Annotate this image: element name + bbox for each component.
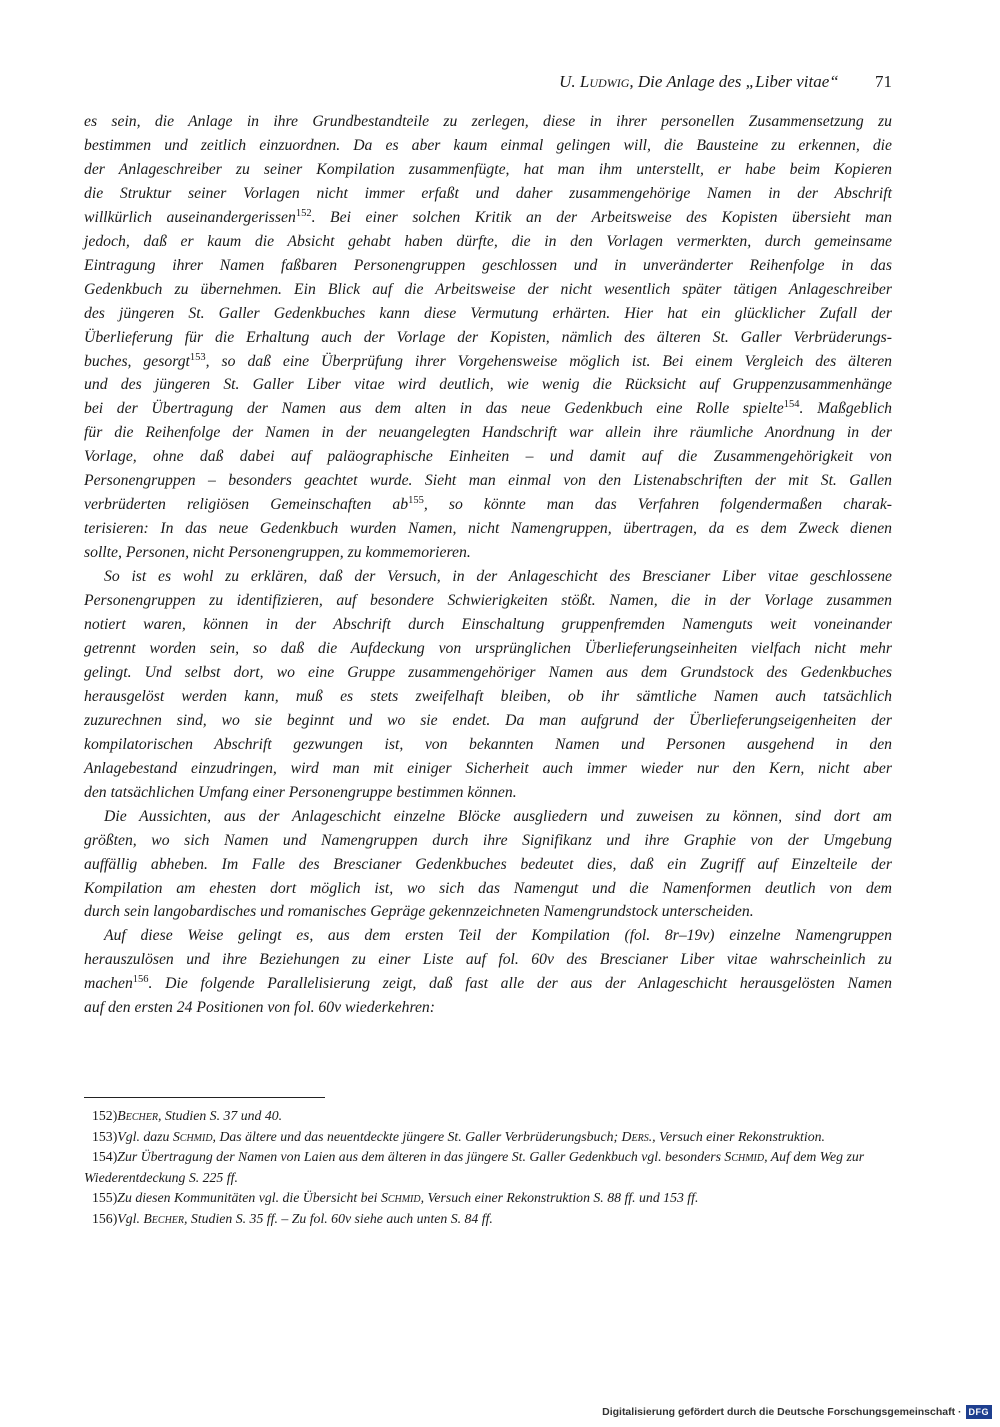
author-name: Ludwig bbox=[579, 72, 630, 91]
footnote-text: Vgl. bbox=[117, 1210, 144, 1226]
text-line: durch sein langobardisches und romanisches Gepräge gekennzeichneten Namengrundstock unterscheiden. bbox=[84, 903, 754, 921]
title-em: Liber vitae bbox=[755, 72, 830, 91]
text-line: jedoch, daß er kaum die Absicht gehabt haben dürfte, die in den Vorlagen vermerkten, durch gemeinsame bbox=[84, 232, 892, 250]
dfg-logo: DFG bbox=[966, 1405, 993, 1419]
text-line: bei der Übertragung der Namen aus dem alten in das neue Gedenkbuch eine Rolle spielte$^{154}$. Maßgeblich bbox=[84, 399, 893, 418]
cited-author: Becher bbox=[117, 1108, 158, 1123]
text-line: So ist es wohl zu erklären, daß der Versuch, in der Anlageschicht des Brescianer Liber vitae geschlossene bbox=[104, 568, 892, 586]
text-line: Die Aussichten, aus der Anlageschicht einzelne Blöcke ausgliedern und zuweisen zu können, sind dort am bbox=[104, 807, 892, 825]
text-line: notiert waren, können in der Abschrift durch Einschaltung gruppenfremden Namenguts weit voneinander bbox=[84, 616, 892, 634]
footnote-ref[interactable]: 153 bbox=[189, 351, 206, 363]
footnote-number: 153) bbox=[92, 1128, 118, 1144]
footnote-ref[interactable]: 155 bbox=[408, 495, 424, 507]
cited-author: Ders. bbox=[621, 1128, 653, 1144]
text-line: Eintragung ihrer Namen faßbaren Personengruppen geschlossen und in unveränderter Reihenfolge in das bbox=[84, 256, 892, 274]
text-line: größten, wo sich Namen und Namengruppen durch ihre Signifikanz und ihre Graphie von der Umgebung bbox=[84, 831, 892, 849]
text-line: kompilatorischen Abschrift gezwungen ist, von bekannten Namen und Personen ausgehend in den bbox=[84, 735, 892, 753]
footnote-number: 152) bbox=[92, 1108, 118, 1123]
text-line: herausgelöst werden kann, muß es stets zweifelhaft bleiben, ob ihr sämtliche Namen auch tatsächlich bbox=[84, 687, 892, 705]
text-line: Anlagebestand einzudringen, wird man mit einiger Sicherheit auch immer wieder nur den Kern, nicht aber bbox=[84, 759, 892, 777]
text-line: machen$^{156}$. Die folgende Parallelisierung zeigt, daß fast alle der aus der Anlageschicht herausgelösten Namen bbox=[84, 974, 892, 993]
text-line: Personengruppen – besonders geachtet wurde. Sieht man einmal von den Listenabschriften der mit St. Gallen bbox=[84, 472, 892, 490]
footnote bbox=[84, 1147, 892, 1188]
footnote-text: , Versuch einer Rekonstruktion S. 88 ff. und 153 ff. bbox=[420, 1190, 699, 1205]
author-initial: U. bbox=[559, 72, 580, 91]
footer-text: Digitalisierung gefördert durch die Deutsche Forschungsgemeinschaft · bbox=[602, 1406, 962, 1418]
paragraph bbox=[84, 805, 892, 925]
text-line: Überlieferung für die Erhaltung auch der Vorlage der Kopisten, nämlich des älteren St. Galler Verbrüderungs- bbox=[84, 328, 892, 346]
text-line: gelingt. Und selbst dort, wo eine Gruppe zusammengehöriger Namen aus dem Grundstock des Gedenkbuches bbox=[84, 663, 892, 681]
text-line: zuzurechnen sind, wo sie beginnt und wo sie endet. Da man aufgrund der Überlieferungseigenheiten der bbox=[84, 711, 892, 729]
footnote-text: , Studien S. 37 und 40. bbox=[157, 1108, 283, 1123]
text-line: und des jüngeren St. Galler Liber vitae wird deutlich, wie wenig die Rücksicht auf Gruppenzusammenhänge bbox=[84, 376, 892, 394]
paragraph bbox=[84, 924, 892, 1020]
cited-author: Becher bbox=[143, 1210, 185, 1226]
text-line: willkürlich auseinandergerissen$^{152}$. Bei einer solchen Kritik an der Arbeitsweise des Kopisten übersieht man bbox=[84, 207, 892, 226]
title-suffix: “ bbox=[829, 72, 839, 91]
body-text bbox=[84, 110, 892, 1020]
text-line: es sein, die Anlage in ihre Grundbestandteile zu zerlegen, diese in ihrer personellen Zusammensetzung zu bbox=[84, 113, 892, 130]
footnote bbox=[84, 1188, 892, 1209]
footnote-text: , Studien S. 35 ff. – Zu fol. 60v siehe auch unten S. 84 ff. bbox=[184, 1210, 493, 1226]
paragraph bbox=[84, 565, 892, 805]
text-line: verbrüderten religiösen Gemeinschaften $ab^{155}$, so könnte man das Verfahren folgendermaßen charak- bbox=[84, 495, 893, 514]
text-line: des jüngeren St. Galler Gedenkbuches kann diese Vermutung erhärten. Hier hat ein glücklicher Zufall der bbox=[84, 304, 892, 322]
cited-author: Schmid bbox=[172, 1128, 213, 1144]
text-line: auffällig abheben. Im Falle des Brescianer Gedenkbuches bedeutet dies, daß ein Zugriff auf Einzelteile der bbox=[84, 855, 892, 873]
text-line: buches, gesorgt$^{153}$, so daß eine Überprüfung ihrer Vorgehensweise möglich ist. Bei einem Vergleich des älteren bbox=[84, 351, 892, 370]
footnote bbox=[84, 1127, 892, 1148]
text-line: sollte, Personen, nicht Personengruppen, zu kommemorieren. bbox=[84, 544, 471, 562]
footnote-text: , Versuch einer Rekonstruktion. bbox=[652, 1128, 825, 1144]
text-line: getrennt worden sein, so daß die Aufdeckung von ursprünglichen Überlieferungseinheiten vielfach nicht mehr bbox=[84, 639, 892, 657]
footnote-number: 155) bbox=[92, 1190, 118, 1205]
title-prefix: , Die Anlage des „ bbox=[629, 72, 756, 91]
footnote-text: , Das ältere und das neuentdeckte jüngere St. Galler Verbrüderungsbuch; bbox=[212, 1128, 622, 1144]
footnote-text: Vgl. dazu bbox=[117, 1128, 173, 1144]
text-line: terisieren: In das neue Gedenkbuch wurden Namen, nicht Namengruppen, übertragen, da es dem Zweck dienen bbox=[84, 520, 892, 538]
footnote-ref[interactable]: 154 bbox=[783, 399, 800, 411]
paragraph bbox=[84, 110, 892, 565]
footnote-ref[interactable]: 152 bbox=[295, 207, 312, 219]
text-line: Auf diese Weise gelingt es, aus dem ersten Teil der Kompilation (fol. 8r–19v) einzelne Namengruppen bbox=[104, 927, 892, 945]
text-line: die Struktur seiner Vorlagen nicht immer erfaßt und daher zusammengehörige Namen in der Abschrift bbox=[84, 184, 892, 202]
text-line: Personengruppen zu identifizieren, auf besondere Schwierigkeiten stößt. Namen, die in der Vorlage zusammen bbox=[84, 592, 892, 610]
text-line: herauszulösen und ihre Beziehungen zu einer Liste auf fol. 60v des Brescianer Liber vitae wahrscheinlich zu bbox=[84, 951, 892, 969]
footnotes bbox=[84, 1106, 892, 1229]
text-line: für die Reihenfolge der Namen in der neuangelegten Handschrift war allein ihre räumliche Anordnung in der bbox=[84, 424, 892, 442]
text-line: Kompilation am ehesten dort möglich ist, wo sich das Namengut und die Namenformen deutlich von dem bbox=[84, 879, 892, 897]
cited-author: Schmid bbox=[380, 1190, 421, 1205]
footnote-text: , Auf dem Weg zur Wiederentdeckung S. 225 ff. bbox=[84, 1149, 865, 1185]
text-line: bestimmen und zeitlich einzuordnen. Da es aber kaum einmal gelingen will, die Bausteine zu erkennen, die bbox=[84, 136, 892, 154]
footnote-ref[interactable]: 156 bbox=[132, 974, 149, 986]
footnote-text: Zu diesen Kommunitäten vgl. die Übersicht bei bbox=[117, 1190, 381, 1205]
footnote-number: 156) bbox=[92, 1210, 118, 1226]
footnote bbox=[84, 1106, 892, 1127]
cited-author: Schmid bbox=[724, 1149, 765, 1164]
footnote bbox=[84, 1209, 892, 1230]
running-head bbox=[84, 72, 892, 92]
footnote-rule bbox=[84, 1097, 325, 1098]
digitization-footer bbox=[602, 1405, 992, 1419]
text-line: den tatsächlichen Umfang einer Personengruppe bestimmen können. bbox=[84, 783, 517, 801]
text-line: der Anlageschreiber zu seiner Kompilation zusammenfügte, hat man ihm unterstellt, er habe beim Kopieren bbox=[84, 160, 892, 178]
page-number: 71 bbox=[875, 72, 892, 91]
text-line: Vorlage, ohne daß dabei auf paläographische Einheiten – und damit auf die Zusammengehörigkeit von bbox=[84, 448, 892, 466]
footnote-text: Zur Übertragung der Namen von Laien aus dem älteren in das jüngere St. Galler Gedenkbuch vgl. besonders bbox=[117, 1149, 725, 1164]
text-line: Gedenkbuch zu übernehmen. Ein Blick auf die Arbeitsweise der nicht wesentlich später tätigen Anlageschreiber bbox=[84, 280, 892, 298]
footnote-number: 154) bbox=[92, 1149, 118, 1164]
text-line: auf den ersten 24 Positionen von fol. 60v wiederkehren: bbox=[84, 999, 435, 1017]
